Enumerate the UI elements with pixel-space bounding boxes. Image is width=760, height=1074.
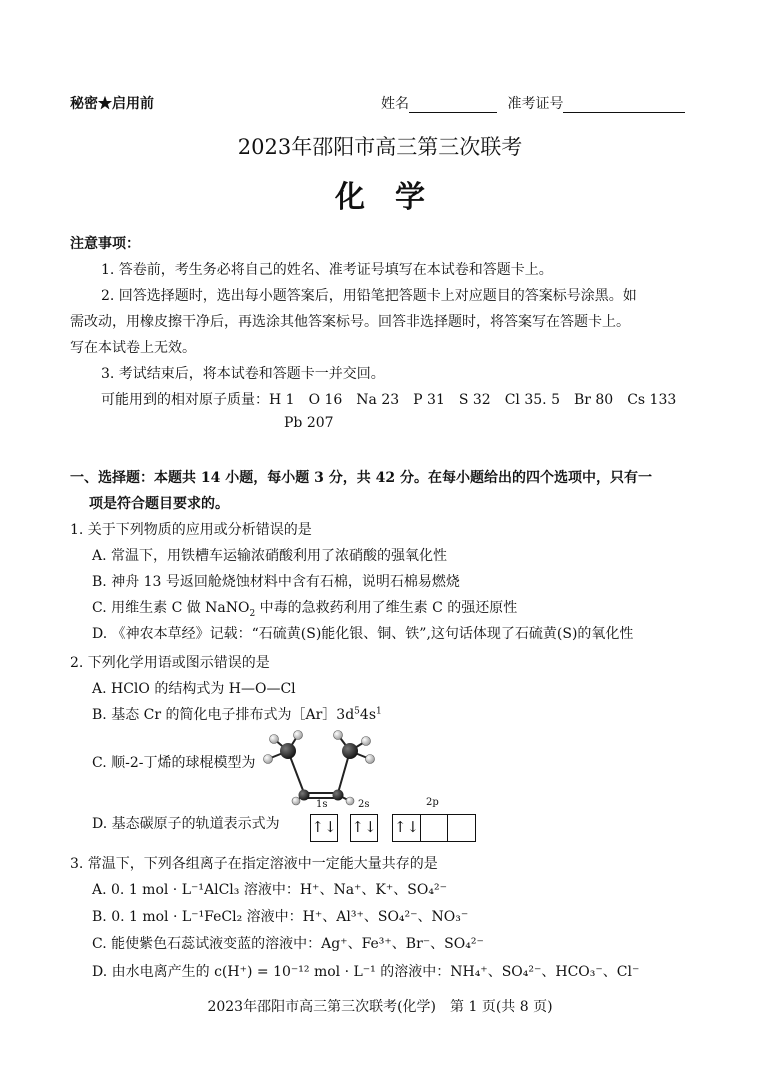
orbital-2s-arrows: ↑↓	[351, 818, 377, 836]
notice-item-2-cont: 需改动，用橡皮擦干净后，再选涂其他答案标号。回答非选择题时，将答案写在答题卡上。	[70, 314, 630, 330]
notice-item-3: 3. 考试结束后，将本试卷和答题卡一并交回。	[101, 366, 385, 382]
q1-option-b: B. 神舟 13 号返回舱烧蚀材料中含有石棉，说明石棉易燃烧	[92, 574, 460, 590]
q3-option-d: D. 由水电离产生的 c(H⁺) = 10⁻¹² mol · L⁻¹ 的溶液中：NH₄⁺、SO₄²⁻、HCO₃⁻、Cl⁻	[92, 964, 640, 980]
orbital-2p-box-2	[420, 815, 448, 841]
q3-option-c: C. 能使紫色石蕊试液变蓝的溶液中：Ag⁺、Fe³⁺、Br⁻、SO₄²⁻	[92, 936, 484, 952]
q2-option-b-mid: 4s	[359, 707, 376, 723]
section-heading-cont: 项是符合题目要求的。	[89, 496, 229, 512]
notice-item-2-end: 写在本试卷上无效。	[70, 340, 196, 356]
id-blank	[563, 98, 685, 113]
orbital-2p-box-1	[393, 815, 421, 841]
name-label: 姓名	[381, 96, 409, 112]
orbital-2p	[392, 814, 476, 842]
exam-title: 2023年邵阳市高三第三次联考	[237, 135, 523, 159]
q1-option-d: D. 《神农本草经》记载：“石硫黄(S)能化银、铜、铁”,这句话体现了石硫黄(S)的氧化性	[92, 626, 634, 642]
subject-title: 化 学	[335, 180, 425, 215]
orbital-1s	[310, 814, 338, 842]
cis-2-butene-model	[258, 727, 378, 807]
q1-stem: 1. 关于下列物质的应用或分析错误的是	[70, 522, 312, 538]
notice-item-2: 2. 回答选择题时，选出每小题答案后，用铅笔把答题卡上对应题目的答案标号涂黑。如	[101, 288, 637, 304]
atomic-masses-cont: Pb 207	[284, 415, 334, 431]
q2-option-d: D. 基态碳原子的轨道表示式为	[92, 816, 280, 832]
orbital-label-1s: 1s	[316, 799, 328, 810]
q1-option-c-post: 中毒的急救药利用了维生素 C 的强还原性	[255, 600, 518, 616]
q2-option-a: A. HClO 的结构式为 H—O—Cl	[92, 681, 296, 697]
orbital-2p-box-3	[447, 815, 474, 841]
atomic-masses: 可能用到的相对原子质量：H 1 O 16 Na 23 P 31 S 32 Cl 35. 5 Br 80 Cs 133	[101, 392, 677, 408]
q3-stem: 3. 常温下，下列各组离子在指定溶液中一定能大量共存的是	[70, 856, 438, 872]
notice-item-1: 1. 答卷前，考生务必将自己的姓名、准考证号填写在本试卷和答题卡上。	[101, 262, 553, 278]
orbital-2p-arrows: ↑↓	[393, 818, 420, 836]
orbital-2s	[350, 814, 378, 842]
carbon-atoms	[280, 743, 358, 801]
q2-option-b-pre: B. 基态 Cr 的简化电子排布式为［Ar］3d	[92, 707, 355, 723]
q3-option-b: B. 0. 1 mol · L⁻¹FeCl₂ 溶液中：H⁺、Al³⁺、SO₄²⁻、NO₃⁻	[92, 909, 469, 925]
orbital-1s-arrows: ↑↓	[311, 818, 337, 836]
notice-heading: 注意事项：	[70, 236, 140, 252]
orbital-label-2p: 2p	[426, 797, 439, 808]
q2-option-b-sup1: 5	[354, 706, 360, 717]
name-field	[381, 93, 685, 113]
secret-label: 秘密★启用前	[70, 96, 154, 112]
id-label: 准考证号	[507, 96, 564, 112]
q2-stem: 2. 下列化学用语或图示错误的是	[70, 655, 270, 671]
name-blank	[409, 98, 497, 113]
q3-option-a: A. 0. 1 mol · L⁻¹AlCl₃ 溶液中：H⁺、Na⁺、K⁺、SO₄²⁻	[92, 882, 447, 898]
orbital-label-2s: 2s	[358, 799, 370, 810]
page-footer: 2023年邵阳市高三第三次联考(化学) 第 1 页(共 8 页)	[207, 999, 553, 1015]
q2-option-c: C. 顺-2-丁烯的球棍模型为	[92, 755, 256, 771]
section-heading: 一、选择题：本题共 14 小题，每小题 3 分，共 42 分。在每小题给出的四个选项中，只有一	[70, 470, 652, 486]
q2-option-b	[92, 704, 382, 724]
q2-option-b-sup2: 1	[376, 706, 382, 717]
q1-option-c	[92, 597, 517, 617]
q1-option-c-pre: C. 用维生素 C 做 NaNO	[92, 600, 250, 616]
q1-option-c-sub: 2	[249, 608, 256, 619]
q1-option-a: A. 常温下，用铁槽车运输浓硝酸利用了浓硝酸的强氧化性	[92, 548, 448, 564]
